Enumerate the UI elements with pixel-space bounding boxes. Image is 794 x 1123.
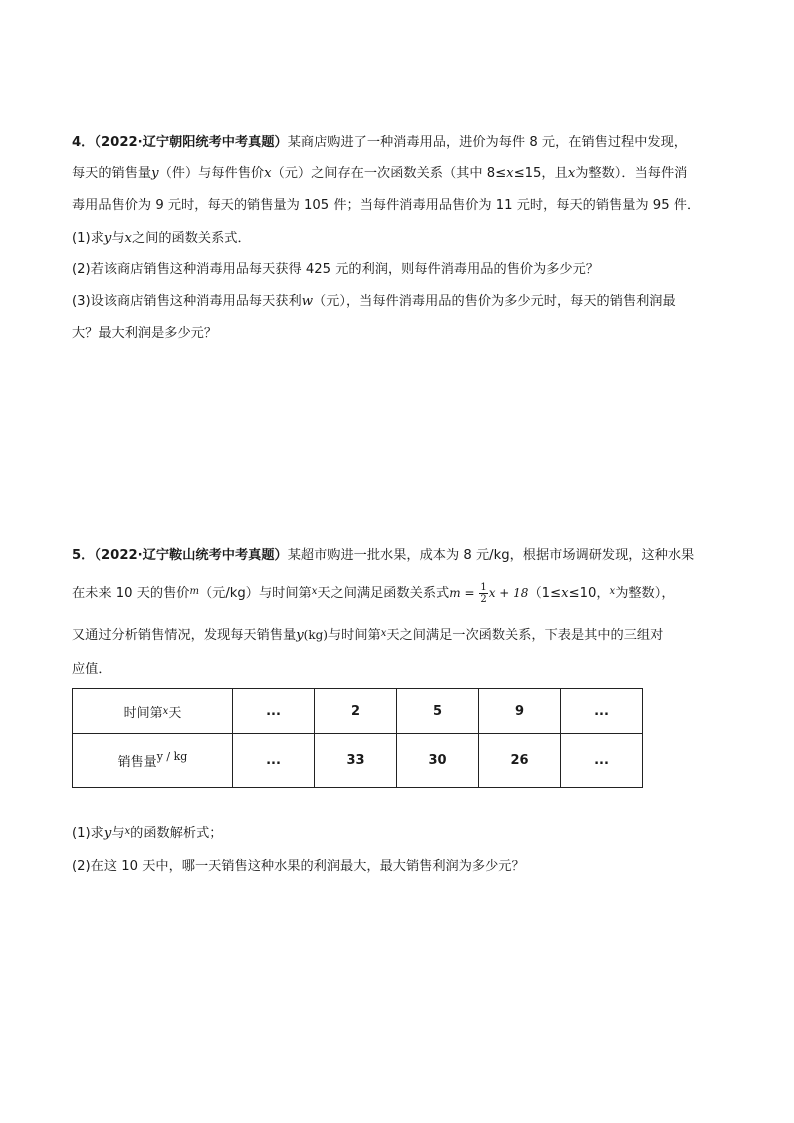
text: 在未来 10 天的售价 xyxy=(72,586,190,601)
var-w: w xyxy=(301,294,313,309)
var-y: y xyxy=(296,628,304,643)
q5-line1-text: 某超市购进一批水果，成本为 8 元/kg，根据市场调研发现，这种水果 xyxy=(287,548,695,563)
var-x: x xyxy=(567,166,576,181)
var-y: y xyxy=(151,166,159,181)
text: ≤10， xyxy=(568,586,610,601)
text: （1≤ xyxy=(528,586,562,601)
q5-line-2 xyxy=(72,582,675,605)
text: 天之间满足一次函数关系，下表是其中的三组对 xyxy=(386,628,664,643)
row-header-time xyxy=(73,689,233,734)
text: (1)求 xyxy=(72,826,104,841)
text: 时间第 xyxy=(123,705,163,721)
q4-line-2 xyxy=(72,164,687,184)
table-row xyxy=(73,734,643,788)
text: （件）与每件售价 xyxy=(158,166,265,181)
table-cell: ... xyxy=(561,734,643,788)
text: 之间的函数关系式． xyxy=(131,231,251,246)
q4-source: （2022·辽宁朝阳统考中考真题） xyxy=(94,135,288,150)
text: 又通过分析销售情况，发现每天销售量 xyxy=(72,628,297,643)
var-x: x xyxy=(264,166,272,181)
table-row xyxy=(73,689,643,734)
frac-denominator: 2 xyxy=(480,594,487,605)
text: (1) xyxy=(72,231,91,246)
text: （元）之间存在一次函数关系（其中 8≤ xyxy=(271,166,507,181)
text: 天之间满足函数关系式 xyxy=(317,586,450,601)
table-cell: ... xyxy=(561,689,643,734)
var-y: y xyxy=(103,231,112,246)
q4-line1-text: 某商店购进了一种消毒用品，进价为每件 8 元，在销售过程中发现， xyxy=(287,135,687,150)
var-x: x xyxy=(124,231,132,246)
text: (3)设该商店销售这种消毒用品每天获利 xyxy=(72,294,302,309)
var-x: x xyxy=(162,705,169,717)
q5-line-1 xyxy=(72,546,694,566)
equation xyxy=(449,582,529,605)
table-cell: 26 xyxy=(479,734,561,788)
table-cell: 33 xyxy=(315,734,397,788)
data-table xyxy=(72,688,643,788)
text: 为整数）．当每件消 xyxy=(575,166,688,181)
var-x: x xyxy=(380,628,387,639)
q4-number: 4． xyxy=(72,135,95,150)
var-m: m xyxy=(189,586,199,597)
var-y: y xyxy=(103,826,112,841)
row-header-sales xyxy=(73,734,233,788)
unit-y-kg: y / kg xyxy=(156,750,188,763)
q4-line-3: 毒用品售价为 9 元时，每天的销售量为 105 件；当每件消毒用品售价为 11 元时，每天的销售量为 95 件． xyxy=(72,198,701,213)
text: 每天的销售量 xyxy=(72,166,152,181)
text: 为整数）， xyxy=(615,586,675,601)
text: （元/kg）与时间第 xyxy=(198,586,312,601)
q5-source: （2022·辽宁鞍山统考中考真题） xyxy=(94,548,288,563)
table-cell: 5 xyxy=(397,689,479,734)
q5-part-2: (2)在这 10 天中，哪一天销售这种水果的利润最大，最大销售利润为多少元？ xyxy=(72,859,525,874)
table-cell: ... xyxy=(233,689,315,734)
q5-line-4: 应值． xyxy=(72,662,112,677)
unit-kg: (kg) xyxy=(303,628,328,642)
var-x: x xyxy=(561,586,569,601)
eq-rhs: x + 18 xyxy=(488,586,529,600)
text: 与时间第 xyxy=(327,628,381,643)
text: 与 xyxy=(111,826,125,841)
var-x: x xyxy=(609,586,616,597)
text: 求 xyxy=(90,231,104,246)
fraction xyxy=(479,582,487,605)
table-cell: 30 xyxy=(397,734,479,788)
frac-numerator: 1 xyxy=(480,582,487,593)
table-cell: ... xyxy=(233,734,315,788)
text: 的函数解析式； xyxy=(130,826,223,841)
var-x: x xyxy=(311,586,318,597)
text: 与 xyxy=(111,231,125,246)
table-cell: 9 xyxy=(479,689,561,734)
eq-equals: = xyxy=(460,586,479,600)
eq-lhs: m xyxy=(449,586,461,600)
text: （元），当每件消毒用品的售价为多少元时，每天的销售利润最 xyxy=(312,294,676,309)
var-x: x xyxy=(124,826,131,837)
q5-part-1 xyxy=(72,824,222,845)
q4-part-3-cont: 大？最大利润是多少元？ xyxy=(72,326,218,341)
text: 销售量 xyxy=(117,755,157,770)
table-cell: 2 xyxy=(315,689,397,734)
q5-number: 5． xyxy=(72,548,95,563)
q4-line-1 xyxy=(72,133,687,153)
var-x: x xyxy=(506,166,514,181)
q5-line-3 xyxy=(72,625,663,647)
text: ≤15，且 xyxy=(513,166,568,181)
q4-part-1 xyxy=(72,229,251,249)
text: 天 xyxy=(168,705,182,721)
q4-part-2: (2)若该商店销售这种消毒用品每天获得 425 元的利润，则每件消毒用品的售价为多少元？ xyxy=(72,262,599,277)
q4-part-3 xyxy=(72,292,676,312)
